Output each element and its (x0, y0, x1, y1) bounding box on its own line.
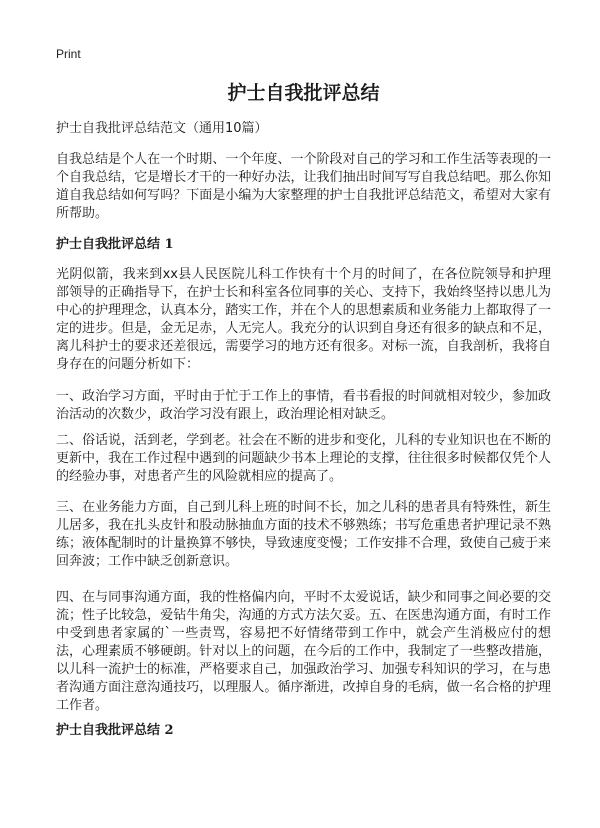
print-link[interactable]: Print (56, 47, 81, 61)
section-1-paragraph-4: 三、在业务能力方面，自己到儿科上班的时间不长，加之儿科的患者具有特殊性，新生儿居多，我在扎头皮针和股动脉抽血方面的技术不够熟练；书写危重患者护理记录不熟练；液体配制时的计量换算不够快，导致速度变慢；工作安排不合理，致使自己疲于来回奔波；工作中缺乏创新意识。 (56, 500, 551, 569)
document-subtitle: 护士自我批评总结范文（通用10篇） (56, 121, 268, 136)
section-1-paragraph-1: 光阴似箭，我来到xx县人民医院儿科工作快有十个月的时间了，在各位院领导和护理部领导的正确指导下，在护士长和科室各位同事的关心、支持下，我始终坚持以患儿为中心的护理理念，认真本分，踏实工作，并在个人的思想素质和业务能力上都取得了一定的进步。但是，金无足赤，人无完人。我充分的认识到自身还有很多的缺点和不足，离儿科护士的要求还差很远，需要学习的地方还有很多。对标一流，自我剖析，我将自身存在的问题分析如下： (56, 267, 551, 372)
section-heading-1: 护士自我批评总结 1 (56, 237, 174, 252)
section-1-paragraph-3: 二、俗话说，活到老，学到老。社会在不断的进步和变化，儿科的专业知识也在不断的更新中，我在工作过程中遇到的问题缺少书本上理论的支撑，往往很多时候都仅凭个人的经验办事，对患者产生的风险就相应的提高了。 (56, 433, 551, 484)
section-heading-2: 护士自我批评总结 2 (56, 723, 174, 738)
section-1-paragraph-5: 四、在与同事沟通方面，我的性格偏内向，平时不太爱说话，缺少和同事之间必要的交流；性子比较急，爱钻牛角尖，沟通的方式方法欠妥。五、在医患沟通方面，有时工作中受到患者家属的`一些责骂，容易把不好情绪带到工作中，就会产生消极应付的想法，心理素质不够硬朗。针对以上的问题，在今后的工作中，我制定了一些整改措施，以儿科一流护士的标准，严格要求自己，加强政治学习、加强专科知识的学习，在与患者沟通方面注意沟通技巧，以理服人。循序渐进，改掉自身的毛病，做一名合格的护理工作者。 (56, 590, 551, 713)
section-1-paragraph-2: 一、政治学习方面，平时由于忙于工作上的事情，看书看报的时间就相对较少，参加政治活动的次数少，政治学习没有跟上，政治理论相对缺乏。 (56, 389, 551, 422)
page-title: 护士自我批评总结 (227, 82, 380, 104)
intro-paragraph: 自我总结是个人在一个时期、一个年度、一个阶段对自己的学习和工作生活等表现的一个自我总结，它是增长才干的一种好办法，让我们抽出时间写写自我总结吧。那么你知道自我总结如何写吗？下面是小编为大家整理的护士自我批评总结范文，希望对大家有所帮助。 (56, 152, 551, 221)
